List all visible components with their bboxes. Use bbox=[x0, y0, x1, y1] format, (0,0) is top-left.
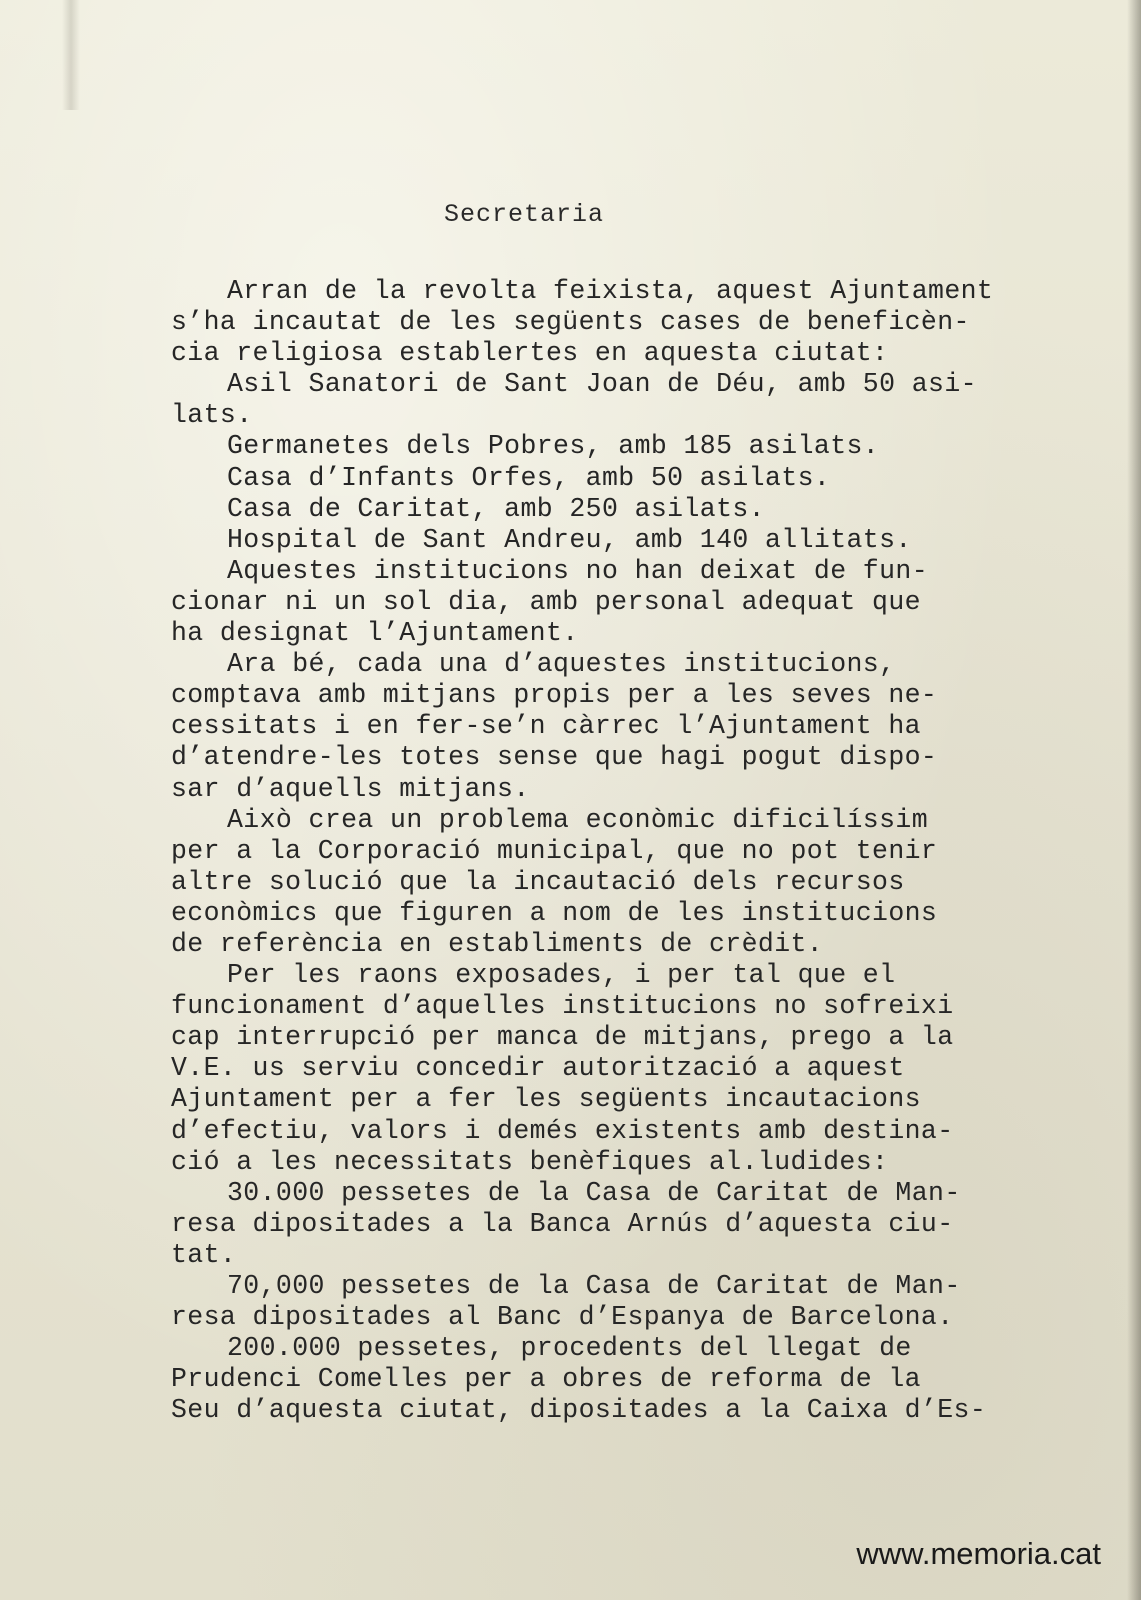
document-line: sar d’aquells mitjans. bbox=[171, 773, 530, 804]
document-line: Aquestes institucions no han deixat de fun- bbox=[227, 555, 929, 586]
document-line: Ara bé, cada una d’aquestes institucions, bbox=[227, 649, 896, 680]
document-line: altre solució que la incautació dels recursos bbox=[171, 866, 905, 897]
document-line: 70,000 pessetes de la Casa de Caritat de Man- bbox=[227, 1271, 961, 1301]
document-line: ció a les necessitats benèfiques al.ludides: bbox=[171, 1146, 889, 1177]
document-line: resa dipositades a la Banca Arnús d’aquesta ciu- bbox=[171, 1208, 954, 1239]
document-line: V.E. us serviu concedir autorització a aquest bbox=[171, 1053, 905, 1084]
document-line: de referència en establiments de crèdit. bbox=[171, 928, 824, 959]
document-line: Hospital de Sant Andreu, amb 140 allitats. bbox=[227, 524, 912, 555]
document-line: Casa de Caritat, amb 250 asilats. bbox=[227, 493, 765, 524]
document-line: econòmics que figuren a nom de les institucions bbox=[171, 897, 938, 928]
document-line: Això crea un problema econòmic dificilíssim bbox=[227, 804, 929, 835]
document-line: Arran de la revolta feixista, aquest Ajuntament bbox=[227, 276, 994, 306]
document-line: cia religiosa establertes en aquesta ciutat: bbox=[171, 338, 889, 369]
document-line: lats. bbox=[171, 400, 253, 431]
document-line: cap interrupció per manca de mitjans, prego a la bbox=[171, 1022, 954, 1053]
document-line: cionar ni un sol dia, amb personal adequat que bbox=[171, 586, 921, 617]
document-line: Asil Sanatori de Sant Joan de Déu, amb 50 asi- bbox=[227, 369, 977, 400]
document-line: tat. bbox=[171, 1239, 237, 1270]
document-line: Prudenci Comelles per a obres de reforma de la bbox=[171, 1364, 921, 1395]
source-watermark: www.memoria.cat bbox=[856, 1536, 1101, 1571]
document-line: d’efectiu, valors i demés existents amb destina- bbox=[171, 1115, 954, 1146]
document-line: Per les raons exposades, i per tal que el bbox=[227, 960, 896, 991]
document-line: Germanetes dels Pobres, amb 185 asilats. bbox=[227, 431, 880, 462]
document-line: resa dipositades al Banc d’Espanya de Barcelona. bbox=[171, 1302, 954, 1333]
document-line: ha designat l’Ajuntament. bbox=[171, 618, 579, 649]
document-line: Casa d’Infants Orfes, amb 50 asilats. bbox=[227, 462, 831, 493]
paper-fold-shadow bbox=[62, 0, 80, 110]
document-line: s’ha incautat de les següents cases de beneficèn- bbox=[171, 307, 970, 338]
document-line: Seu d’aquesta ciutat, dipositades a la Caixa d’Es- bbox=[171, 1395, 987, 1426]
document-line: 30.000 pessetes de la Casa de Caritat de Man- bbox=[227, 1177, 961, 1208]
document-line: funcionament d’aquelles institucions no sofreixi bbox=[171, 991, 954, 1022]
document-line: per a la Corporació municipal, que no pot tenir bbox=[171, 835, 938, 866]
document-line: 200.000 pessetes, procedents del llegat de bbox=[227, 1333, 912, 1364]
document-line: comptava amb mitjans propis per a les seves ne- bbox=[171, 680, 938, 711]
document-line: Ajuntament per a fer les següents incautacions bbox=[171, 1084, 921, 1115]
document-line: cessitats i en fer-se’n càrrec l’Ajuntament ha bbox=[171, 711, 921, 742]
document-heading: Secretaria bbox=[444, 200, 605, 229]
typed-body bbox=[0, 276, 1141, 1426]
document-line: d’atendre-les totes sense que hagi pogut dispo- bbox=[171, 742, 938, 773]
